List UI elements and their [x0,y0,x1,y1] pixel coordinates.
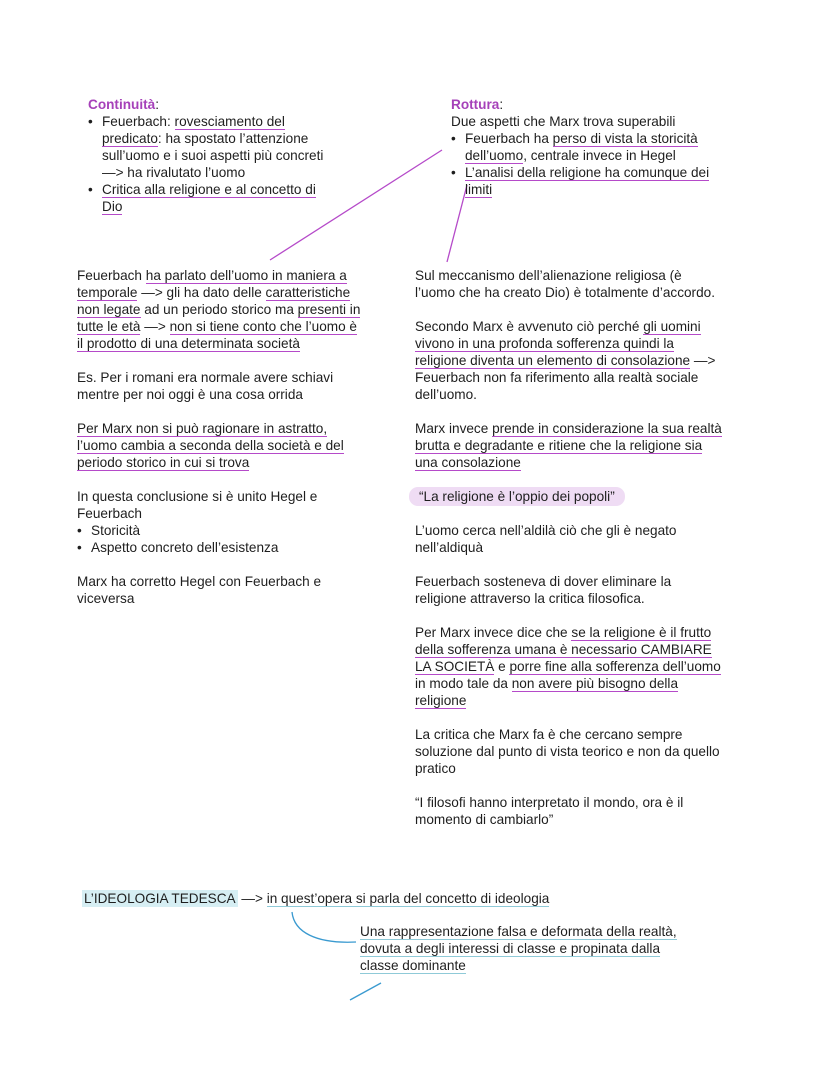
left-paragraph-1: Feuerbach ha parlato dell’uomo in maniera a [77,268,347,283]
left-bullet-storicita: • Storicità [77,523,141,538]
right-column: Sul meccanismo dell’alienazione religiosa (è l’uomo che ha creato Dio) è totalmente d’accordo. Secondo Marx è avvenuto ciò perché gli uomini vivono in una profonda sofferenza quindi la religione diventa un elemento di consolazione —> Feuerbach non fa riferimento alla realtà sociale dell’uomo. Marx invece prende in considerazione la sua realtà brutta e degradante e ritiene che la religione sia una consolazione “La religione è l’oppio dei popoli” L’uomo cerca nell’aldilà ciò che gli è negato nell’aldiquà Feuerbach sosteneva di dover eliminare la religione attraverso la critica filosofica. Per Marx invece dice che se la religione è il frutto della sofferenza umana è necessario CAMBIARE LA SOCIETÀ e porre fine alla sofferenza dell’uomo in modo tale da non avere più bisogno della religione La critica che Marx fa è che cercano sempre soluzione dal punto di vista teorico e non da quello pratico “I filosofi hanno interpretato il mondo, ora è il momento di cambiarlo” [415,267,722,828]
right-paragraph-3: Marx invece prende in considerazione la sua realtà [415,421,722,436]
right-paragraph-8: “I filosofi hanno interpretato il mondo, ora è il [415,795,684,810]
ideologia-title: L’IDEOLOGIA TEDESCA [84,891,236,906]
right-paragraph-7: La critica che Marx fa è che cercano sempre [415,727,683,742]
left-paragraph-4: In questa conclusione si è unito Hegel e [77,489,318,504]
right-paragraph-5: Feuerbach sosteneva di dover eliminare la [415,574,672,589]
continuita-title: Continuità: [88,97,159,112]
rottura-section: Rottura: Due aspetti che Marx trova superabili • Feuerbach ha perso di vista la storicità dell’uomo, centrale invece in Hegel • L’analisi della religione ha comunque dei limiti [451,97,710,197]
continuita-bullet-1: • Feuerbach: rovesciamento del [88,114,285,129]
continuita-bullet-2: • Critica alla religione e al concetto di [88,182,316,197]
connector-curve-ideologia [292,912,356,942]
left-bullet-aspetto: • Aspetto concreto dell’esistenza [77,540,279,555]
rottura-bullet-2: • L’analisi della religione ha comunque dei [451,165,710,180]
left-paragraph-3: Per Marx non si può ragionare in astratto, [77,421,328,436]
connector-line-bottom [350,983,381,1000]
rottura-bullet-1: • Feuerbach ha perso di vista la storicità [451,131,698,146]
continuita-section: Continuità: • Feuerbach: rovesciamento del predicato: ha spostato l’attenzione sull’uomo e i suoi aspetti più concreti —> ha rivalutato l’uomo • Critica alla religione e al concetto di Dio [88,97,324,214]
quote-oppio: “La religione è l’oppio dei popoli” [415,488,722,505]
right-paragraph-1: Sul meccanismo dell’alienazione religiosa (è [415,268,682,283]
right-paragraph-4: L’uomo cerca nell’aldilà ciò che gli è negato [415,523,677,538]
left-paragraph-2: Es. Per i romani era normale avere schiavi [77,370,334,385]
rottura-title: Rottura: [451,97,504,112]
left-column: Feuerbach ha parlato dell’uomo in maniera a temporale —> gli ha dato delle caratteristiche non legate ad un periodo storico ma presenti in tutte le età —> non si tiene conto che l’uomo è il prodotto di una determinata società Es. Per i romani era normale avere schiavi mentre per noi oggi è una cosa orrida Per Marx non si può ragionare in astratto, l’uomo cambia a seconda della società e del periodo storico in cui si trova In questa conclusione si è unito Hegel e Feuerbach • Storicità • Aspetto concreto dell’esistenza Marx ha corretto Hegel con Feuerbach e viceversa [77,268,361,606]
ideologia-definition: Una rappresentazione falsa e deformata della realtà, dovuta a degli interessi di classe e propinata dalla classe dominante [360,924,677,973]
right-paragraph-6: Per Marx invece dice che se la religione è il frutto [415,625,712,640]
left-paragraph-5: Marx ha corretto Hegel con Feuerbach e [77,574,322,589]
ideologia-heading: L’IDEOLOGIA TEDESCA —> in quest’opera si parla del concetto di ideologia [84,891,550,906]
right-paragraph-2: Secondo Marx è avvenuto ciò perché gli uomini [415,319,701,334]
